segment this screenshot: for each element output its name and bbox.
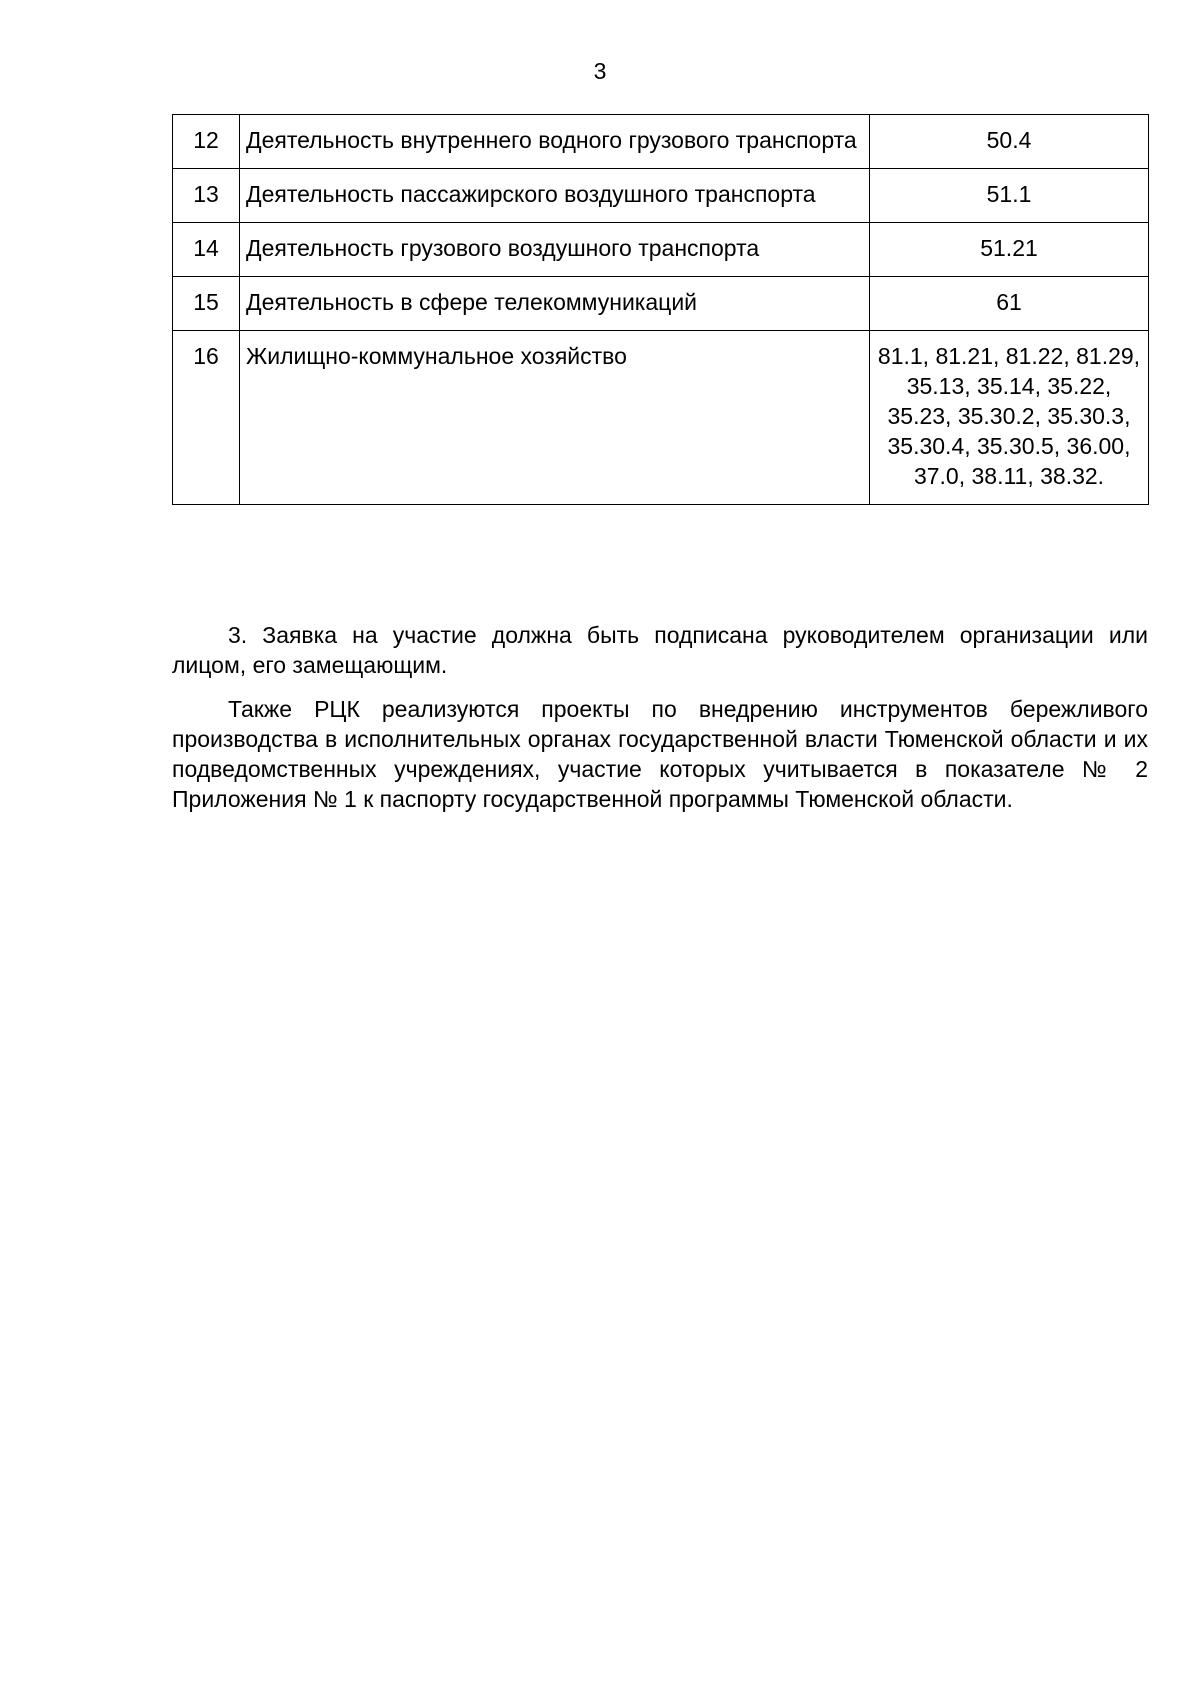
table-row bbox=[173, 331, 1149, 505]
table-row bbox=[173, 115, 1149, 169]
row-number: 14 bbox=[173, 223, 240, 277]
activity-name: Деятельность пассажирского воздушного транспорта bbox=[240, 169, 870, 223]
activity-name: Деятельность внутреннего водного грузового транспорта bbox=[240, 115, 870, 169]
activity-name: Жилищно-коммунальное хозяйство bbox=[240, 331, 870, 505]
activity-code: 51.21 bbox=[870, 223, 1149, 277]
body-text bbox=[172, 620, 1148, 828]
paragraph-lean-projects: Также РЦК реализуются проекты по внедрению инструментов бережливого производства в исполнительных органах государственной власти Тюменской области и их подведомственных учреждениях, участие которых учитывается в показателе № 2 Приложения № 1 к паспорту государственной программы Тюменской области. bbox=[172, 696, 1148, 812]
activity-code: 51.1 bbox=[870, 169, 1149, 223]
activity-name: Деятельность грузового воздушного транспорта bbox=[240, 223, 870, 277]
row-number: 15 bbox=[173, 277, 240, 331]
activity-table bbox=[172, 114, 1149, 505]
page-number: 3 bbox=[593, 58, 607, 84]
table-row bbox=[173, 277, 1149, 331]
activity-name: Деятельность в сфере телекоммуникаций bbox=[240, 277, 870, 331]
table-row bbox=[173, 169, 1149, 223]
table-row bbox=[173, 223, 1149, 277]
row-number: 16 bbox=[173, 331, 240, 505]
row-number: 12 bbox=[173, 115, 240, 169]
activity-code: 50.4 bbox=[870, 115, 1149, 169]
row-number: 13 bbox=[173, 169, 240, 223]
activity-code: 81.1, 81.21, 81.22, 81.29, 35.13, 35.14, 35.22, 35.23, 35.30.2, 35.30.3, 35.30.4, 35.30.5, 36.00, 37.0, 38.11, 38.32. bbox=[870, 331, 1149, 505]
activity-code: 61 bbox=[870, 277, 1149, 331]
paragraph-application-signature: 3. Заявка на участие должна быть подписана руководителем организации или лицом, его замещающим. bbox=[172, 622, 1148, 678]
